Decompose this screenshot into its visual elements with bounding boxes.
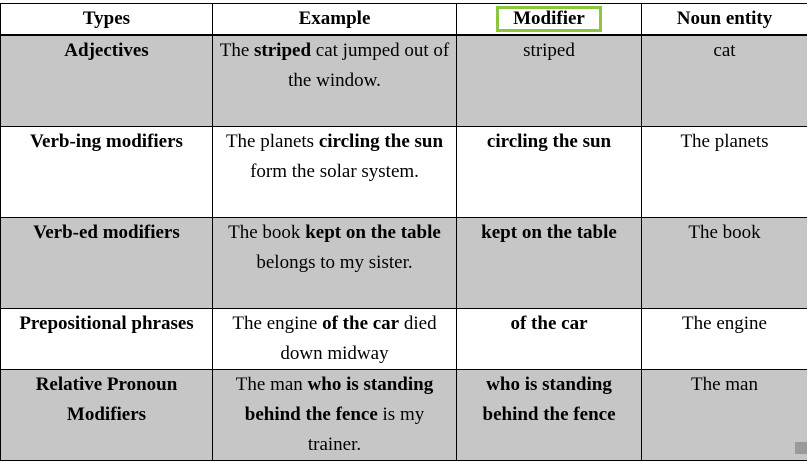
- example-text: The book: [228, 222, 305, 243]
- type-cell: Verb-ing modifiers: [1, 127, 213, 218]
- table-row: [1, 309, 807, 370]
- example-modifier-text: circling the sun: [319, 131, 443, 152]
- type-cell: Verb-ed modifiers: [1, 218, 213, 309]
- example-cell: [213, 218, 457, 309]
- example-text: The engine: [232, 313, 322, 334]
- modifier-cell: who is standing behind the fence: [457, 370, 642, 461]
- table-row: [1, 370, 807, 461]
- example-text: died down midway: [280, 313, 436, 364]
- header-row: [1, 4, 807, 36]
- header-modifier-highlight: Modifier: [496, 6, 602, 32]
- noun-entity-cell: The engine: [642, 309, 807, 370]
- header-modifier: [457, 4, 642, 36]
- noun-entity-cell: The man: [642, 370, 807, 461]
- example-text: belongs to my sister.: [256, 252, 412, 273]
- example-text: is my trainer.: [308, 404, 424, 455]
- noun-entity-cell: cat: [642, 35, 807, 127]
- noun-entity-cell: The planets: [642, 127, 807, 218]
- type-cell: Relative Pronoun Modifiers: [1, 370, 213, 461]
- table-row: [1, 218, 807, 309]
- example-text: cat jumped out of the window.: [288, 40, 449, 91]
- example-cell: [213, 127, 457, 218]
- table-row: [1, 35, 807, 127]
- corner-resize-handle: [795, 442, 807, 454]
- example-cell: [213, 309, 457, 370]
- example-modifier-text: of the car: [322, 313, 399, 334]
- header-noun-entity: Noun entity: [642, 4, 807, 36]
- modifier-cell: circling the sun: [457, 127, 642, 218]
- example-cell: [213, 370, 457, 461]
- header-types: Types: [1, 4, 213, 36]
- modifier-cell: kept on the table: [457, 218, 642, 309]
- type-cell: Prepositional phrases: [1, 309, 213, 370]
- example-text: form the solar system.: [250, 161, 419, 182]
- modifier-cell: striped: [457, 35, 642, 127]
- example-text: The: [220, 40, 254, 61]
- example-text: The planets: [226, 131, 319, 152]
- modifiers-table: [0, 3, 807, 461]
- example-modifier-text: kept on the table: [305, 222, 441, 243]
- example-modifier-text: striped: [254, 40, 311, 61]
- example-modifier-text: who is standing behind the fence: [245, 374, 433, 425]
- header-example: Example: [213, 4, 457, 36]
- table-row: [1, 127, 807, 218]
- example-cell: [213, 35, 457, 127]
- noun-entity-cell: The book: [642, 218, 807, 309]
- modifier-cell: of the car: [457, 309, 642, 370]
- type-cell: Adjectives: [1, 35, 213, 127]
- example-text: The man: [236, 374, 308, 395]
